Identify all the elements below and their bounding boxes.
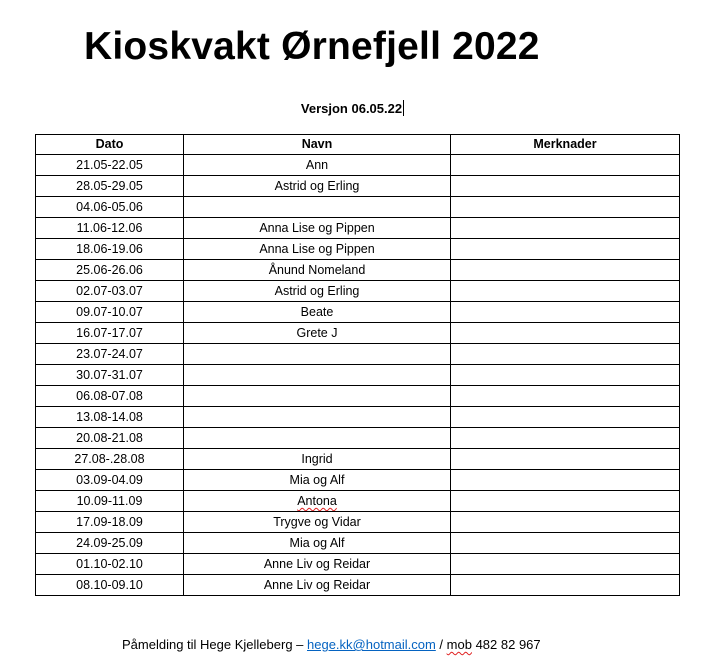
document-title: Kioskvakt Ørnefjell 2022	[84, 25, 540, 68]
cell-dato: 11.06-12.06	[36, 218, 184, 239]
table-row	[36, 428, 680, 449]
cell-merknader	[451, 260, 680, 281]
cell-navn: Trygve og Vidar	[184, 512, 451, 533]
cell-dato: 04.06-05.06	[36, 197, 184, 218]
cell-merknader	[451, 302, 680, 323]
cell-merknader	[451, 218, 680, 239]
cell-navn: Ingrid	[184, 449, 451, 470]
email-link[interactable]: hege.kk@hotmail.com	[307, 637, 436, 652]
cell-dato: 28.05-29.05	[36, 176, 184, 197]
cell-navn	[184, 428, 451, 449]
cell-merknader	[451, 491, 680, 512]
cell-dato: 10.09-11.09	[36, 491, 184, 512]
mob-label: mob	[446, 637, 472, 652]
cell-dato: 03.09-04.09	[36, 470, 184, 491]
table-row	[36, 197, 680, 218]
cell-navn: Mia og Alf	[184, 470, 451, 491]
table-row	[36, 344, 680, 365]
table-row	[36, 239, 680, 260]
cell-dato: 06.08-07.08	[36, 386, 184, 407]
cell-navn: Anne Liv og Reidar	[184, 575, 451, 596]
cell-merknader	[451, 155, 680, 176]
phone-number: 482 82 967	[471, 637, 541, 652]
cell-navn: Ånund Nomeland	[184, 260, 451, 281]
cell-navn	[184, 344, 451, 365]
cell-dato: 25.06-26.06	[36, 260, 184, 281]
cell-navn	[184, 365, 451, 386]
cell-merknader	[451, 470, 680, 491]
cell-dato: 13.08-14.08	[36, 407, 184, 428]
footer-prefix: Påmelding til Hege Kjelleberg –	[122, 637, 307, 652]
cell-merknader	[451, 575, 680, 596]
cell-merknader	[451, 386, 680, 407]
header-dato: Dato	[36, 135, 184, 155]
footer-line	[122, 636, 541, 654]
cell-dato: 16.07-17.07	[36, 323, 184, 344]
cell-merknader	[451, 449, 680, 470]
cell-navn: Ann	[184, 155, 451, 176]
cell-dato: 01.10-02.10	[36, 554, 184, 575]
schedule-body	[36, 155, 680, 596]
cell-merknader	[451, 407, 680, 428]
cell-merknader	[451, 344, 680, 365]
cell-merknader	[451, 428, 680, 449]
cell-navn: Beate	[184, 302, 451, 323]
schedule-table	[35, 134, 680, 596]
table-row	[36, 176, 680, 197]
cell-dato: 02.07-03.07	[36, 281, 184, 302]
cell-merknader	[451, 281, 680, 302]
table-row	[36, 302, 680, 323]
cell-merknader	[451, 239, 680, 260]
table-row	[36, 281, 680, 302]
cell-dato: 09.07-10.07	[36, 302, 184, 323]
header-merknader: Merknader	[451, 135, 680, 155]
table-header-row	[36, 135, 680, 155]
cell-merknader	[451, 176, 680, 197]
cell-dato: 21.05-22.05	[36, 155, 184, 176]
text-cursor	[403, 100, 404, 116]
table-row	[36, 575, 680, 596]
cell-dato: 23.07-24.07	[36, 344, 184, 365]
cell-dato: 24.09-25.09	[36, 533, 184, 554]
table-row	[36, 533, 680, 554]
cell-dato: 17.09-18.09	[36, 512, 184, 533]
table-row	[36, 512, 680, 533]
header-navn: Navn	[184, 135, 451, 155]
cell-dato: 27.08-.28.08	[36, 449, 184, 470]
cell-dato: 08.10-09.10	[36, 575, 184, 596]
cell-merknader	[451, 554, 680, 575]
cell-navn: Mia og Alf	[184, 533, 451, 554]
table-row	[36, 365, 680, 386]
cell-merknader	[451, 512, 680, 533]
cell-merknader	[451, 365, 680, 386]
cell-navn	[184, 407, 451, 428]
cell-navn: Grete J	[184, 323, 451, 344]
cell-navn: Astrid og Erling	[184, 281, 451, 302]
cell-navn: Anne Liv og Reidar	[184, 554, 451, 575]
cell-merknader	[451, 323, 680, 344]
cell-dato: 20.08-21.08	[36, 428, 184, 449]
misspelled-name: Antona	[297, 494, 337, 508]
cell-dato: 18.06-19.06	[36, 239, 184, 260]
cell-navn	[184, 491, 451, 512]
table-row	[36, 407, 680, 428]
table-row	[36, 554, 680, 575]
cell-navn: Anna Lise og Pippen	[184, 239, 451, 260]
table-row	[36, 449, 680, 470]
table-row	[36, 470, 680, 491]
table-row	[36, 323, 680, 344]
version-text: Versjon 06.05.22	[300, 101, 403, 116]
cell-navn	[184, 197, 451, 218]
cell-navn	[184, 386, 451, 407]
footer-separator: /	[435, 637, 447, 652]
cell-merknader	[451, 533, 680, 554]
version-line	[0, 100, 705, 118]
cell-navn: Anna Lise og Pippen	[184, 218, 451, 239]
table-row	[36, 218, 680, 239]
cell-dato: 30.07-31.07	[36, 365, 184, 386]
cell-merknader	[451, 197, 680, 218]
cell-navn: Astrid og Erling	[184, 176, 451, 197]
table-row	[36, 491, 680, 512]
table-row	[36, 260, 680, 281]
table-row	[36, 155, 680, 176]
table-row	[36, 386, 680, 407]
